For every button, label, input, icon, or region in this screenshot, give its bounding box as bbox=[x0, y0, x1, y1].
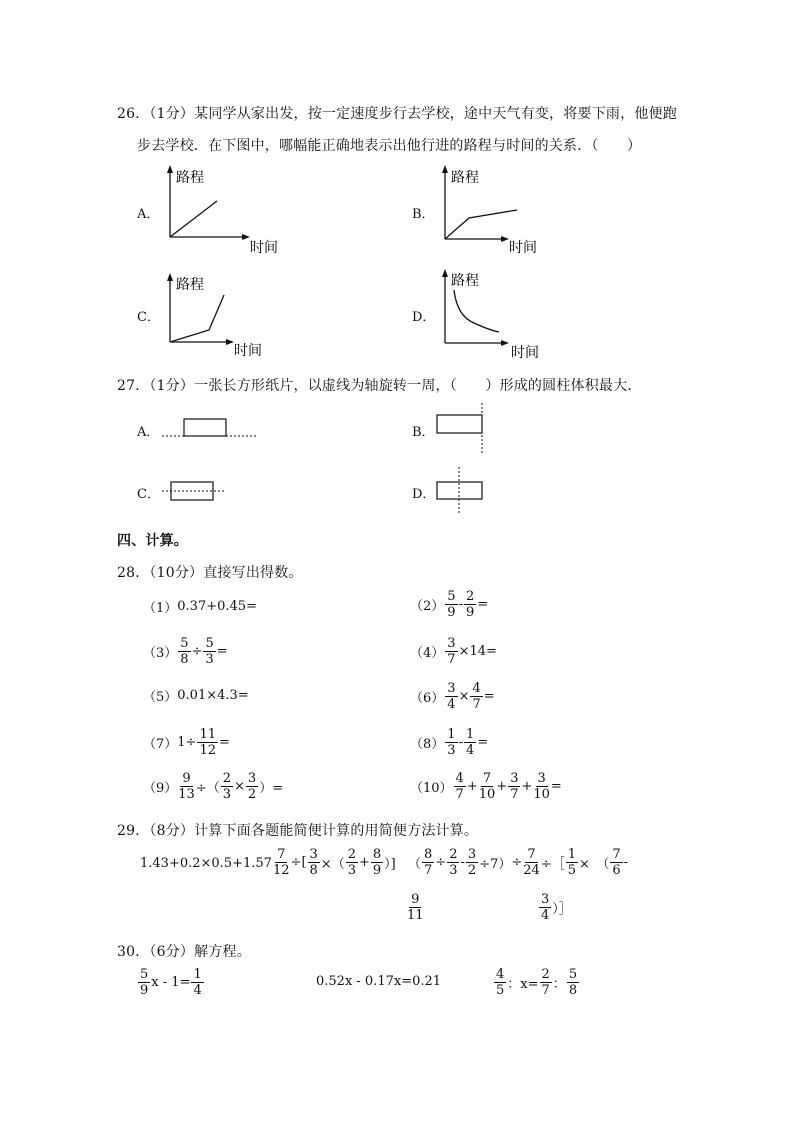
q29-expr-3: （ $\frac{8}{7}$ ÷ $\frac{2}{3}$ - $\frac{3}{2}$ ÷7） ÷ $\frac{7}{24}$ ÷［ $\frac{1}{5}$ × （ 7 6 - bbox=[408, 847, 629, 878]
option-d-label: D． bbox=[412, 487, 436, 502]
option-c-label: C． bbox=[137, 310, 160, 325]
y-axis-label: 路程 bbox=[451, 273, 479, 289]
x-axis-label: 时间 bbox=[509, 240, 537, 256]
q29-expr-1: 1.43+0.2×0.5+1.57 bbox=[140, 856, 272, 871]
q29-expr-3-tail: 3 4 ）］ bbox=[541, 892, 572, 923]
rectangle-a bbox=[160, 414, 260, 440]
rectangle-d bbox=[435, 465, 495, 517]
q27-text: 27．（1分）一张长方形纸片，以虚线为轴旋转一周，（ ）形成的圆柱体积最大． bbox=[117, 378, 642, 394]
q26-line1: 26．（1分）某同学从家出发，按一定速度步行去学校，途中天气有变，将要下雨，他便跑 bbox=[117, 106, 677, 122]
q28-item-9: （9） $\frac{9}{13}$ ÷（ $\frac{2}{3}$ × $\frac{3}{2}$ ）= bbox=[143, 771, 284, 802]
q28-item-4: （4） $\frac{3}{7}$ ×14= bbox=[410, 636, 497, 667]
rectangle-b bbox=[435, 401, 495, 457]
x-axis-label: 时间 bbox=[234, 343, 262, 359]
y-axis-label: 路程 bbox=[176, 170, 204, 186]
option-c-label: C． bbox=[137, 487, 160, 502]
option-b-label: B． bbox=[412, 207, 435, 222]
graph-c bbox=[162, 272, 272, 362]
q26-line2: 步去学校．在下图中，哪幅能正确地表示出他行进的路程与时间的关系．（ ） bbox=[137, 138, 642, 154]
option-a-label: A． bbox=[137, 425, 160, 440]
q28-item-5: （5） 0.01×4.3= bbox=[143, 688, 249, 705]
q30-title: 30．（6分）解方程。 bbox=[117, 944, 251, 960]
q29-title: 29．（8分）计算下面各题能简便计算的用简便方法计算。 bbox=[117, 823, 479, 839]
x-axis-label: 时间 bbox=[250, 240, 278, 256]
y-axis-label: 路程 bbox=[451, 170, 479, 186]
q28-item-3: （3） $\frac{5}{8}$ ÷ $\frac{5}{3}$ = bbox=[143, 636, 228, 667]
q29-expr-2: $\frac{7}{12}$ ÷[ $\frac{3}{8}$ ×（ 2 3 + $\frac{8}{9}$ ）] bbox=[273, 847, 396, 878]
q30-equation-1: 5 9 x - 1= $\frac{1}{4}$ bbox=[140, 967, 202, 998]
q28-item-1: （1） 0.37+0.45= bbox=[143, 599, 257, 616]
x-axis-label: 时间 bbox=[511, 345, 539, 361]
option-d-label: D． bbox=[412, 310, 436, 325]
q30-equation-3: 4 5 ：x= $\frac{2}{7}$ ： 5 8 bbox=[496, 967, 578, 998]
option-b-label: B． bbox=[412, 425, 435, 440]
rectangle-c bbox=[160, 478, 230, 504]
graph-a bbox=[162, 164, 278, 256]
y-axis-label: 路程 bbox=[176, 277, 204, 293]
section-heading: 四、计算。 bbox=[117, 533, 188, 549]
q30-equation-2: 0.52x - 0.17x=0.21 bbox=[316, 974, 442, 989]
option-a-label: A． bbox=[137, 207, 160, 222]
q29-expr-2-tail: 9 11 bbox=[407, 892, 424, 923]
q28-item-6: （6） $\frac{3}{4}$ × $\frac{4}{7}$ = bbox=[410, 681, 495, 712]
q28-item-2: （2） 5 9 - $\frac{2}{9}$ = bbox=[410, 589, 489, 620]
graph-d bbox=[437, 268, 547, 362]
q28-title: 28．（10分）直接写出得数。 bbox=[117, 565, 303, 581]
q28-item-8: （8） 1 3 - $\frac{1}{4}$ = bbox=[410, 727, 489, 758]
graph-b bbox=[437, 164, 547, 254]
q28-item-7: （7） 1÷ $\frac{11}{12}$ = bbox=[143, 727, 230, 758]
q28-item-10: （10） 4 7 + $\frac{7}{10}$ + $\frac{3}{7}$ + $\frac{3}{10}$ = bbox=[410, 771, 562, 802]
